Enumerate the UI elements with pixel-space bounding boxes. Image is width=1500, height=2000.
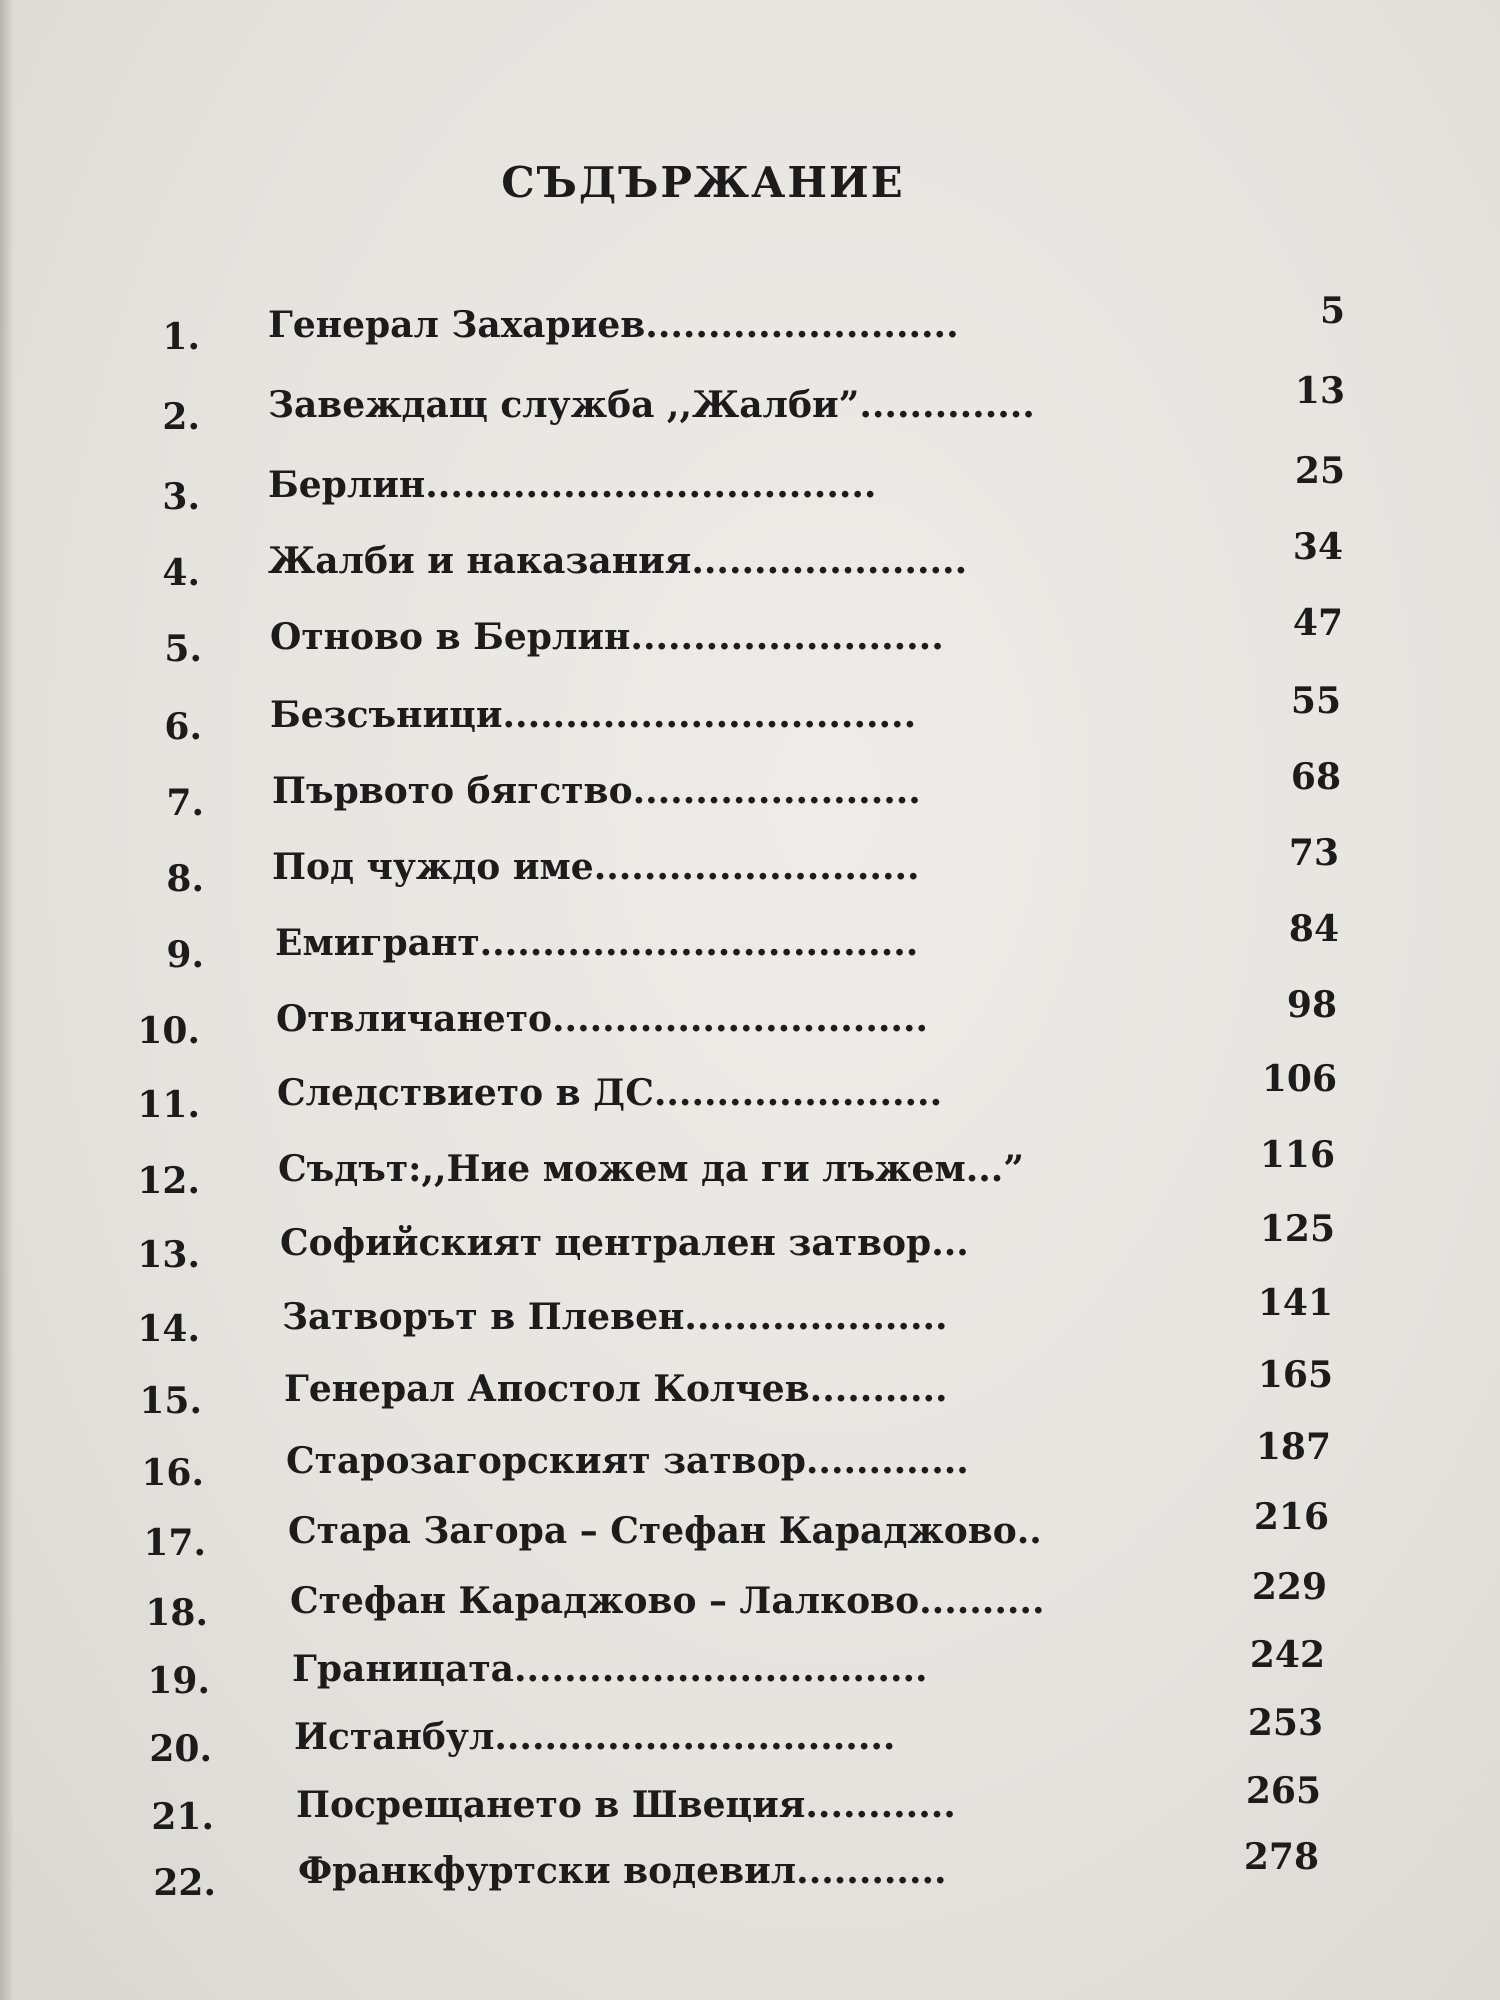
toc-entry-title: Следствието в ДС....................... xyxy=(277,1072,943,1114)
toc-entry-page-number: 165 xyxy=(1257,1354,1333,1396)
toc-entry-title: Отново в Берлин......................... xyxy=(270,616,944,658)
toc-entry xyxy=(0,1702,1500,1770)
toc-entry-number: 10. xyxy=(137,1010,200,1052)
toc-entry xyxy=(0,290,1500,358)
toc-entry-number: 7. xyxy=(166,782,204,824)
toc-entry-page-number: 84 xyxy=(1288,908,1339,950)
toc-entry-page-number: 13 xyxy=(1294,370,1345,412)
toc-entry xyxy=(0,1426,1500,1494)
toc-entry-page-number: 278 xyxy=(1243,1836,1319,1878)
toc-entry-title: Берлин.................................... xyxy=(268,464,877,506)
toc-entry xyxy=(0,908,1500,976)
toc-entry-number: 5. xyxy=(164,628,202,670)
toc-entry-number: 22. xyxy=(153,1862,216,1904)
toc-entry xyxy=(0,1282,1500,1350)
toc-entry xyxy=(0,1770,1500,1838)
toc-entry-page-number: 98 xyxy=(1286,984,1337,1026)
toc-entry-number: 18. xyxy=(145,1592,208,1634)
toc-entry-title: Посрещането в Швеция............ xyxy=(296,1784,956,1826)
toc-entry-page-number: 229 xyxy=(1251,1566,1327,1608)
toc-entry xyxy=(0,1208,1500,1276)
toc-entry xyxy=(0,832,1500,900)
toc-entry xyxy=(0,602,1500,670)
toc-entry-title: Истанбул................................ xyxy=(294,1716,896,1758)
toc-entry-page-number: 68 xyxy=(1290,756,1341,798)
toc-entry xyxy=(0,756,1500,824)
toc-entry-number: 8. xyxy=(166,858,204,900)
toc-entry-page-number: 253 xyxy=(1247,1702,1323,1744)
toc-entry-title: Емигрант................................... xyxy=(275,922,919,964)
toc-entry-title: Генерал Апостол Колчев........... xyxy=(284,1368,948,1410)
toc-entry xyxy=(0,680,1500,748)
toc-entry xyxy=(0,1134,1500,1202)
toc-entry-page-number: 141 xyxy=(1257,1282,1333,1324)
toc-entry xyxy=(0,1836,1500,1904)
toc-entry-title: Затворът в Плевен..................... xyxy=(282,1296,948,1338)
toc-entry-number: 17. xyxy=(143,1522,206,1564)
toc-entry-number: 6. xyxy=(164,706,202,748)
toc-entry-page-number: 116 xyxy=(1259,1134,1335,1176)
toc-entry xyxy=(0,450,1500,518)
toc-entry-page-number: 47 xyxy=(1292,602,1343,644)
toc-entry-number: 3. xyxy=(162,476,200,518)
toc-entry xyxy=(0,1566,1500,1634)
toc-entry-number: 4. xyxy=(162,552,200,594)
toc-entry-number: 1. xyxy=(162,316,200,358)
toc-entry-number: 16. xyxy=(141,1452,204,1494)
toc-entry-number: 2. xyxy=(162,396,200,438)
toc-entry xyxy=(0,1496,1500,1564)
page-title-text: СЪДЪРЖАНИЕ xyxy=(501,158,905,207)
toc-entry-number: 13. xyxy=(137,1234,200,1276)
toc-entry-number: 14. xyxy=(137,1308,200,1350)
toc-entry-title: Жалби и наказания...................... xyxy=(268,540,968,582)
toc-entry-title: Стара Загора – Стефан Караджово.. xyxy=(288,1510,1042,1552)
toc-entry-page-number: 242 xyxy=(1249,1634,1325,1676)
toc-entry-title: Границата................................. xyxy=(292,1648,928,1690)
toc-entry xyxy=(0,370,1500,438)
toc-entry-number: 11. xyxy=(137,1084,200,1126)
toc-entry-title: Франкфуртски водевил............ xyxy=(298,1850,947,1892)
toc-entry-page-number: 265 xyxy=(1245,1770,1321,1812)
toc-entry-page-number: 25 xyxy=(1294,450,1345,492)
toc-entry-number: 21. xyxy=(151,1796,214,1838)
toc-entry-title: Отвличането.............................. xyxy=(276,998,929,1040)
toc-entry-number: 15. xyxy=(139,1380,202,1422)
toc-entry-title: Безсъници................................. xyxy=(270,694,917,736)
toc-entry-page-number: 216 xyxy=(1253,1496,1329,1538)
toc-entry-number: 19. xyxy=(147,1660,210,1702)
toc-entry-page-number: 73 xyxy=(1288,832,1339,874)
toc-entry-number: 12. xyxy=(137,1160,200,1202)
toc-entry-page-number: 187 xyxy=(1255,1426,1331,1468)
toc-entry-page-number: 55 xyxy=(1290,680,1341,722)
toc-entry-title: Завеждащ служба ,,Жалби”.............. xyxy=(268,384,1035,426)
toc-entry-page-number: 34 xyxy=(1292,526,1343,568)
toc-entry-page-number: 106 xyxy=(1261,1058,1337,1100)
toc-entry-title: Стефан Караджово – Лалково.......... xyxy=(290,1580,1045,1622)
toc-entry xyxy=(0,526,1500,594)
toc-entry-title: Генерал Захариев......................... xyxy=(268,304,959,346)
toc-entry xyxy=(0,984,1500,1052)
toc-entry-title: Първото бягство....................... xyxy=(272,770,921,812)
toc-entry-title: Старозагорският затвор............. xyxy=(286,1440,969,1482)
toc-entry-page-number: 5 xyxy=(1319,290,1345,332)
toc-entry xyxy=(0,1058,1500,1126)
toc-entry-title: Съдът:,,Ние можем да ги лъжем...” xyxy=(278,1148,1025,1190)
toc-entry-title: Софийският централен затвор... xyxy=(280,1222,969,1264)
toc-entry-page-number: 125 xyxy=(1259,1208,1335,1250)
toc-entry xyxy=(0,1634,1500,1702)
toc-entry-title: Под чуждо име.......................... xyxy=(272,846,920,888)
toc-entry-number: 20. xyxy=(149,1728,212,1770)
toc-entry xyxy=(0,1354,1500,1422)
toc-entry-number: 9. xyxy=(166,934,204,976)
